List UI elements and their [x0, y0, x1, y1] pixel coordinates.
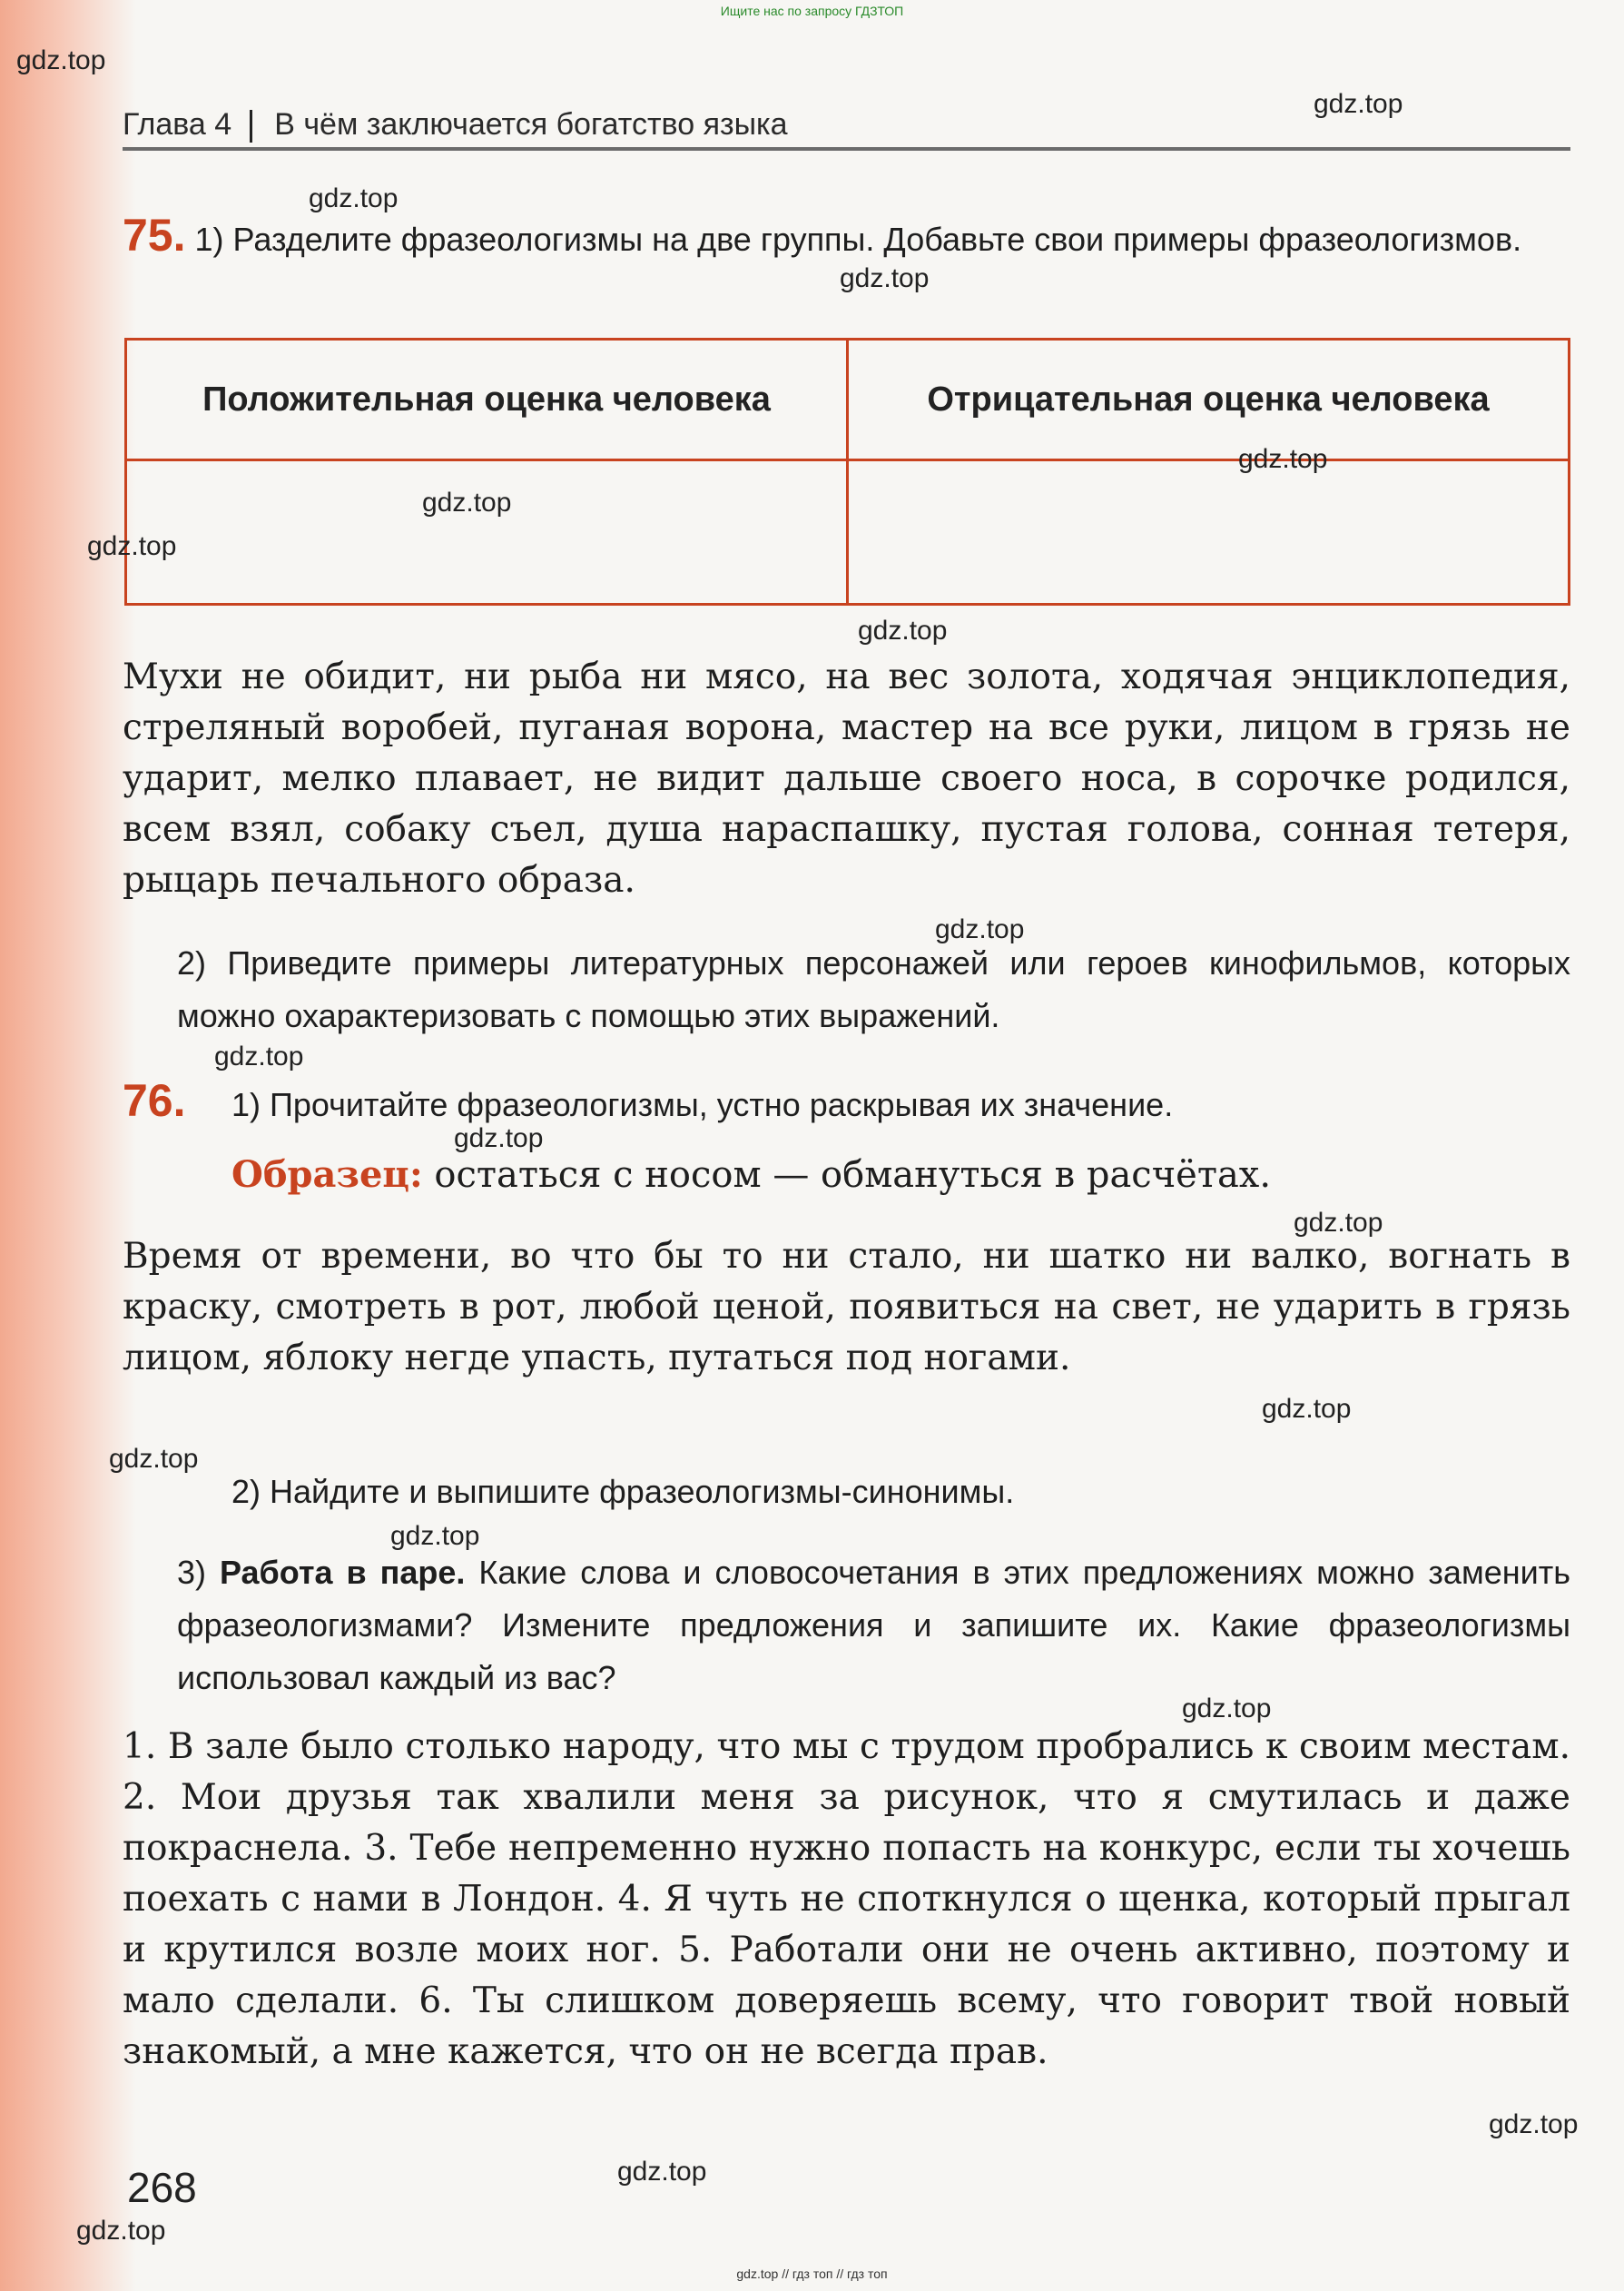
watermark: gdz.top	[1238, 444, 1328, 474]
watermark: gdz.top	[16, 45, 106, 75]
task-3-text: Какие слова и словосочетания в этих предложениях можно заменить фразеологизмами? Измените предложения и запишите их. Какие фразеологизмы использовал каждый из вас?	[177, 1554, 1570, 1696]
exercise-75-number: 75.	[123, 210, 186, 261]
table-cell-negative	[848, 460, 1570, 605]
watermark: gdz.top	[390, 1521, 480, 1551]
watermark: gdz.top	[1182, 1694, 1272, 1723]
exercise-76-phrases: Время от времени, во что бы то ни стало, ни шатко ни валко, вогнать в краску, смотреть в рот, любой ценой, появиться на свет, не ударить в грязь лицом, яблоку негде упасть, путаться под ногами.	[123, 1236, 1570, 1378]
exercise-76-task-1-text: 1) Прочитайте фразеологизмы, устно раскрывая их значение.	[231, 1086, 1174, 1123]
bottom-note: gdz.top // гдз топ // гдз топ	[736, 2266, 888, 2281]
watermark: gdz.top	[1314, 89, 1403, 119]
task-3-pair-work: Работа в паре.	[220, 1554, 466, 1591]
watermark: gdz.top	[109, 1444, 199, 1474]
sample-text: остаться с носом — обмануться в расчётах.	[434, 1154, 1272, 1196]
header-separator	[250, 110, 252, 143]
exercise-76-task-2: 2) Найдите и выпишите фразеологизмы-синонимы.	[231, 1473, 1015, 1510]
watermark: gdz.top	[858, 616, 948, 646]
watermark: gdz.top	[935, 914, 1025, 944]
watermark: gdz.top	[76, 2216, 166, 2246]
page-number: 268	[127, 2164, 197, 2211]
sample-label: Образец:	[231, 1153, 423, 1196]
watermark: gdz.top	[840, 263, 930, 293]
exercise-76-number: 76.	[123, 1075, 186, 1126]
watermark: gdz.top	[617, 2157, 707, 2187]
running-header	[123, 107, 788, 143]
task-3-prefix: 3)	[177, 1554, 207, 1591]
exercise-76-task-1	[123, 1074, 1570, 1131]
watermark: gdz.top	[87, 531, 177, 561]
exercise-76-task-3	[123, 1546, 1570, 1704]
chapter-label: Глава 4	[123, 107, 232, 142]
watermark: gdz.top	[1262, 1394, 1352, 1424]
table-cell-positive	[126, 460, 848, 605]
exercise-76-sentences: 1. В зале было столько народу, что мы с трудом пробрались к своим местам. 2. Мои друзья так хвалили меня за рисунок, что я смутилась и даже покраснела. 3. Тебе непременно нужно попасть на конкурс, если ты хочешь поехать с нами в Лондон. 4. Я чуть не споткнулся о щенка, который прыгал и крутился возле моих ног. 5. Работали они не очень активно, поэтому и мало сделали. 6. Ты слишком доверяешь всему, что говорит твой новый знакомый, а мне кажется, что он не всегда прав.	[123, 1726, 1570, 2072]
exercise-75-phrases: Мухи не обидит, ни рыба ни мясо, на вес золота, ходячая энциклопедия, стреляный воробей, пуганая ворона, мастер на все руки, лицом в грязь не ударит, мелко плавает, не видит дальше своего носа, в сорочке родился, всем взял, собаку съел, душа нараспашку, пустая голова, сонная тетеря, рыцарь печального образа.	[123, 657, 1570, 901]
watermark: gdz.top	[309, 183, 399, 213]
exercise-75-task-2: 2) Приведите примеры литературных персонажей или героев кинофильмов, которых можно охарактеризовать с помощью этих выражений.	[177, 944, 1570, 1034]
watermark: gdz.top	[1489, 2109, 1579, 2139]
watermark: gdz.top	[214, 1042, 304, 1071]
table-header-positive: Положительная оценка человека	[126, 340, 848, 460]
exercise-75-task-1	[123, 209, 1570, 266]
watermark: gdz.top	[454, 1123, 544, 1153]
top-note: Ищите нас по запросу ГДЗТОП	[720, 4, 904, 18]
table-header-negative: Отрицательная оценка человека	[848, 340, 1570, 460]
watermark: gdz.top	[1294, 1208, 1383, 1238]
page-edge-shading	[0, 0, 136, 2291]
exercise-75-task-1-text: 1) Разделите фразеологизмы на две группы. Добавьте свои примеры фразеологизмов.	[194, 221, 1522, 258]
watermark: gdz.top	[422, 488, 512, 518]
chapter-title: В чём заключается богатство языка	[274, 107, 788, 142]
grouping-table	[124, 338, 1570, 606]
exercise-76-sample	[123, 1150, 1570, 1200]
header-rule	[123, 147, 1570, 151]
